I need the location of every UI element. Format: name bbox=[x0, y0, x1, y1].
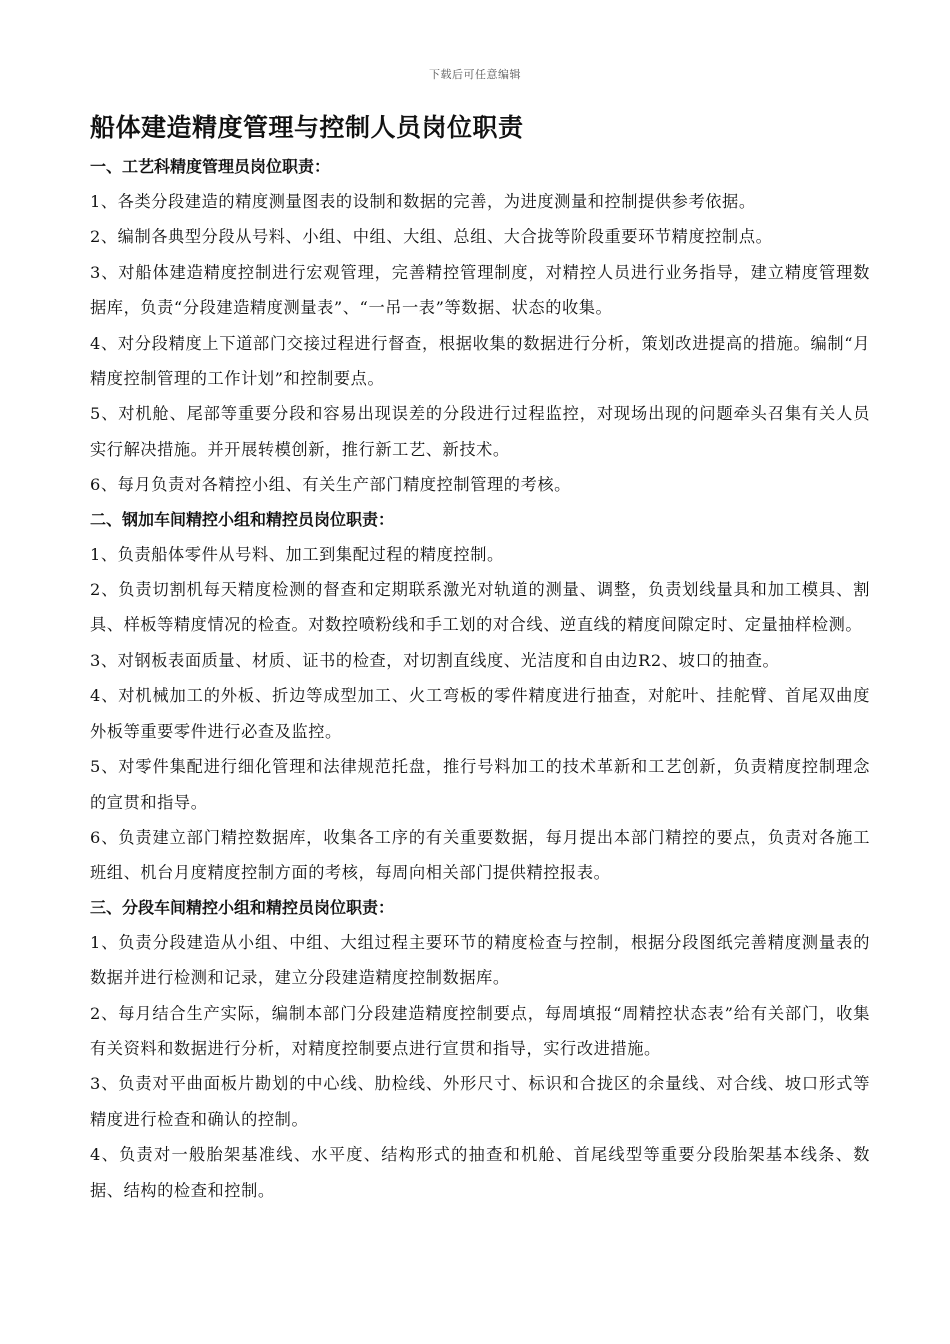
list-item: 4、对分段精度上下道部门交接过程进行督查，根据收集的数据进行分析，策划改进提高的措施。编制“月精度控制管理的工作计划”和控制要点。 bbox=[90, 333, 870, 389]
list-item: 2、负责切割机每天精度检测的督查和定期联系激光对轨道的测量、调整，负责划线量具和加工模具、割具、样板等精度情况的检查。对数控喷粉线和手工划的对合线、逆直线的精度间隙定时、定量抽样检测。 bbox=[90, 580, 870, 635]
list-item: 3、对船体建造精度控制进行宏观管理，完善精控管理制度，对精控人员进行业务指导，建立精度管理数据库，负责“分段建造精度测量表”、“一吊一表”等数据、状态的收集。 bbox=[90, 262, 870, 318]
list-item: 4、负责对一般胎架基准线、水平度、结构形式的抽查和机舱、首尾线型等重要分段胎架基本线条、数据、结构的检查和控制。 bbox=[90, 1145, 870, 1200]
section-heading: 二、钢加车间精控小组和精控员岗位职责： bbox=[90, 509, 395, 529]
document-title: 船体建造精度管理与控制人员岗位职责 bbox=[90, 113, 524, 142]
list-item: 3、对钢板表面质量、材质、证书的检查，对切割直线度、光洁度和自由边R2、坡口的抽查。 bbox=[90, 650, 780, 670]
list-item: 2、每月结合生产实际，编制本部门分段建造精度控制要点，每周填报“周精控状态表”给有关部门，收集有关资料和数据进行分析，对精度控制要点进行宣贯和指导，实行改进措施。 bbox=[90, 1003, 870, 1058]
watermark-text: 下载后可任意编辑 bbox=[429, 68, 521, 81]
list-item: 1、负责船体零件从号料、加工到集配过程的精度控制。 bbox=[90, 544, 504, 564]
section-heading: 一、工艺科精度管理员岗位职责： bbox=[90, 157, 331, 176]
list-item: 5、对机舱、尾部等重要分段和容易出现误差的分段进行过程监控，对现场出现的问题牵头召集有关人员实行解决措施。并开展转模创新，推行新工艺、新技术。 bbox=[90, 404, 870, 459]
section-1 bbox=[90, 150, 870, 503]
section-heading: 三、分段车间精控小组和精控员岗位职责： bbox=[90, 897, 395, 917]
list-item: 1、负责分段建造从小组、中组、大组过程主要环节的精度检查与控制，根据分段图纸完善精度测量表的数据并进行检测和记录，建立分段建造精度控制数据库。 bbox=[90, 932, 870, 988]
section-2 bbox=[90, 503, 870, 891]
list-item: 4、对机械加工的外板、折边等成型加工、火工弯板的零件精度进行抽查，对舵叶、挂舵臂、首尾双曲度外板等重要零件进行必查及监控。 bbox=[90, 686, 870, 741]
list-item: 5、对零件集配进行细化管理和法律规范托盘，推行号料加工的技术革新和工艺创新，负责精度控制理念的宣贯和指导。 bbox=[90, 757, 870, 812]
document-body bbox=[90, 108, 870, 1208]
list-item: 2、编制各典型分段从号料、小组、中组、大组、总组、大合拢等阶段重要环节精度控制点。 bbox=[90, 227, 773, 247]
list-item: 6、负责建立部门精控数据库，收集各工序的有关重要数据，每月提出本部门精控的要点，负责对各施工班组、机台月度精度控制方面的考核，每周向相关部门提供精控报表。 bbox=[90, 827, 870, 883]
section-3 bbox=[90, 891, 870, 1208]
list-item: 1、各类分段建造的精度测量图表的设制和数据的完善，为进度测量和控制提供参考依据。 bbox=[90, 192, 756, 211]
list-item: 6、每月负责对各精控小组、有关生产部门精度控制管理的考核。 bbox=[90, 475, 571, 495]
list-item: 3、负责对平曲面板片勘划的中心线、肋检线、外形尺寸、标识和合拢区的余量线、对合线、坡口形式等精度进行检查和确认的控制。 bbox=[90, 1074, 870, 1129]
